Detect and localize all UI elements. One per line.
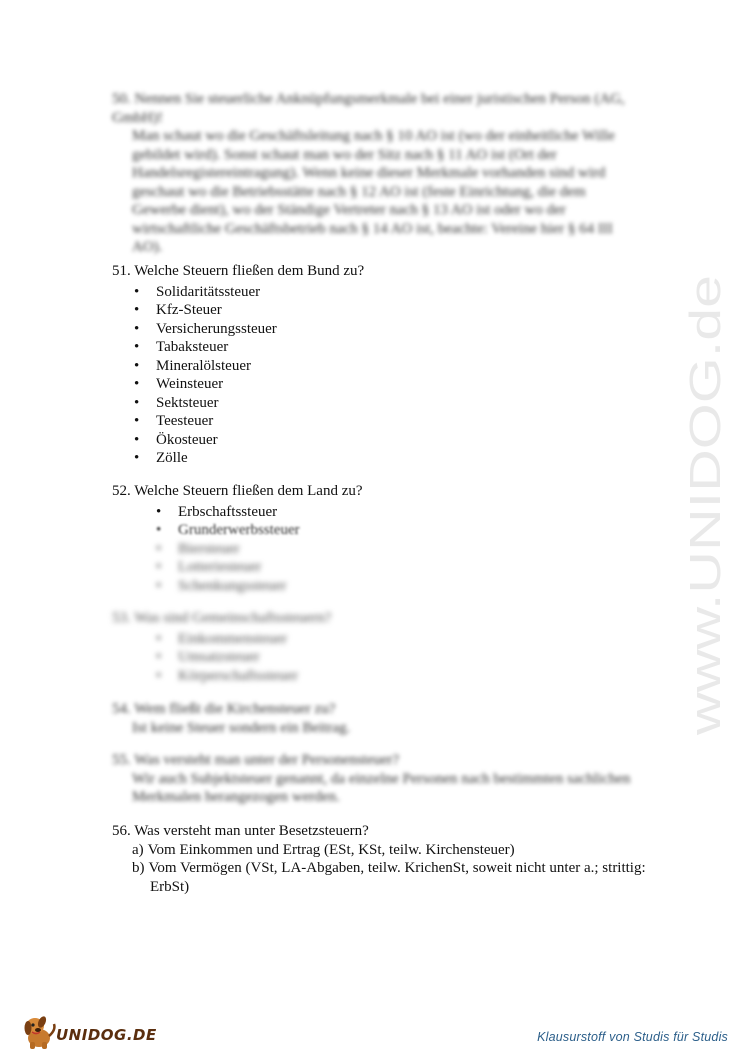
answer-line: Gewerbe dient), wo der Ständige Vertreter nach § 13 AO ist oder wo der [132,202,566,218]
question-54 [112,700,672,737]
question-55-answer [112,770,672,807]
question-50-title: 50. Nennen Sie steuerliche Anknüpfungsmerkmale bei einer juristischen Person (AG, GmbH)! [112,91,625,126]
list-item: • Versicherungssteuer [112,320,672,339]
answer-line: AO). [132,239,163,255]
question-56-title: 56. Was versteht man unter Besetzsteuern? [112,823,369,839]
list-item: • Lotteriesteuer [112,558,672,577]
list-item [112,841,672,860]
item-text: Vom Einkommen und Ertrag (ESt, KSt, teilw. Kirchensteuer) [147,841,515,858]
watermark-text: www.UNIDOG.de [681,392,730,735]
list-item: • Tabaksteuer [112,338,672,357]
list-item: • Grunderwerbssteuer [112,521,672,540]
question-52-title: 52. Welche Steuern fließen dem Land zu? [112,483,363,499]
list-item: • Weinsteuer [112,375,672,394]
answer-line: gebildet wird). Sonst schaut man wo der Sitz nach § 11 AO ist (Ort der [132,146,557,163]
question-53-title: 53. Was sind Gemeinschaftssteuern? [112,610,332,626]
list-item: • Zölle [112,449,672,468]
list-item: • Erbschaftssteuer [112,503,672,522]
question-55-title: 55. Was versteht man unter der Personensteuer? [112,752,400,768]
question-51 [112,262,672,468]
list-item [112,859,672,896]
question-53-list [112,630,672,686]
footer-tagline: Klausurstoff von Studis für Studis [537,1030,728,1044]
list-item: • Sektsteuer [112,394,672,413]
question-50-answer [112,127,672,257]
logo-text: UNIDOG.DE [56,1026,157,1044]
item-label: b) [132,860,145,876]
answer-line: geschaut wo die Betriebsstätte nach § 12 AO ist (feste Einrichtung, die dem [132,183,586,200]
answer-line: Handelsregistereintragung). Wenn keine dieser Merkmale vorhanden sind wird [132,165,606,181]
item-label: a) [132,841,144,858]
answer-line: wirtschaftliche Geschäftsbetrieb nach § 14 AO ist, beachte: Vereine hier § 64 III [132,220,613,237]
question-54-title: 54. Wem fließt die Kirchensteuer zu? [112,701,336,717]
question-56 [112,822,672,896]
list-item: • Ökosteuer [112,431,672,450]
question-52-list [112,503,672,596]
list-item: • Schenkungssteuer [112,577,672,596]
list-item: • Einkommensteuer [112,630,672,649]
question-51-title: 51. Welche Steuern fließen dem Bund zu? [112,263,365,279]
question-55 [112,751,672,807]
answer-line: Merkmalen herangezogen werden. [132,789,340,805]
list-item: • Körperschaftssteuer [112,667,672,686]
question-51-list [112,283,672,468]
watermark-graphic [681,270,730,740]
answer-line: Wir auch Subjektsteuer genannt, da einzelne Personen nach bestimmten sachlichen [132,770,631,787]
dog-mascot-icon [22,1012,58,1050]
answer-line: Man schaut wo die Geschäftsleitung nach § 10 AO ist (wo der einheitliche Wille [132,128,615,144]
list-item: • Biersteuer [112,540,672,559]
item-text: Vom Vermögen (VSt, LA-Abgaben, teilw. KrichenSt, soweit nicht unter a.; strittig: [148,860,646,876]
site-logo[interactable] [22,1012,162,1052]
list-item: • Umsatzsteuer [112,648,672,667]
list-item: • Teesteuer [112,412,672,431]
question-53 [112,609,672,685]
item-continuation: ErbSt) [150,878,190,895]
question-54-answer: Ist keine Steuer sondern ein Beitrag. [132,719,351,736]
question-56-list [112,841,672,897]
list-item: • Solidaritätssteuer [112,283,672,302]
list-item: • Mineralölsteuer [112,357,672,376]
question-52 [112,482,672,595]
list-item: • Kfz-Steuer [112,301,672,320]
question-50 [112,90,672,257]
watermark [681,270,730,740]
